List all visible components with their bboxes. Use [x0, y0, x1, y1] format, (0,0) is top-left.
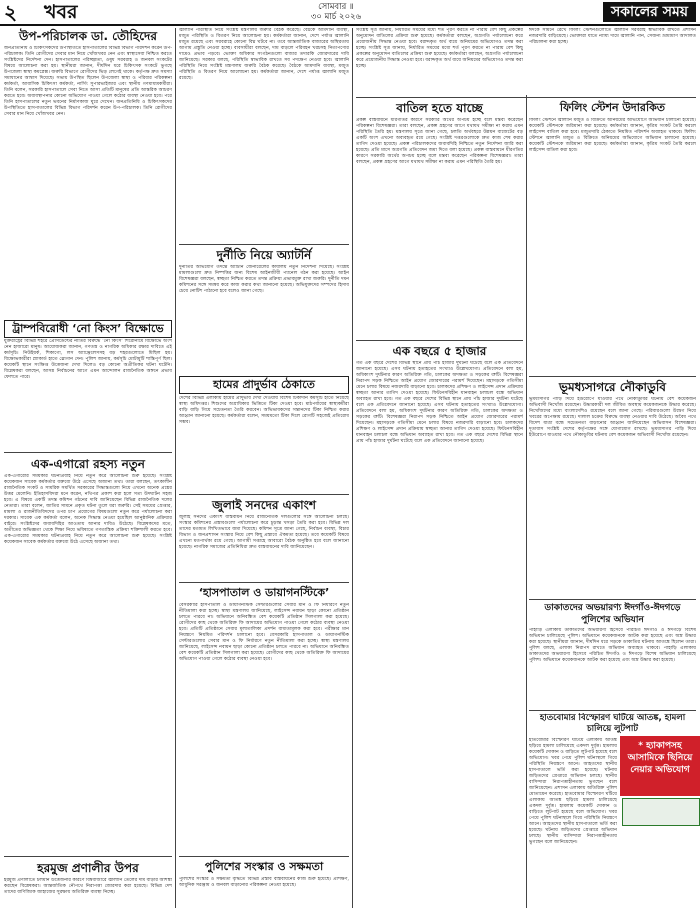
headline-filling-station: ফিলিং স্টেশন উদারকিত [559, 101, 666, 114]
photo-placeholder [622, 798, 700, 826]
newspaper-logo: সকালের সময় [603, 2, 696, 22]
highlight-text: * হ্যাকাপসহ আসামিকে ছিনিয়ে নেয়ার অভিযোগ [627, 741, 693, 775]
article-body: পাহাড়ি এলাকায় ডাকাতদের অভয়ারণ্য হিসেবে পরিচিত ঈদগাঁও ও ঈদগড়ে বিশেষ অভিযান চালিয়েছে পুলিশ। অভিযানে কয়েকজনকে আটক করা হয়েছে এবং অস্ত্র উদ্ধার করা হয়েছে। স্থানীয়রা জানান, দীর্ঘদিন ধরে সড়কে ডাকাতির ঘটনায় আতঙ্কে ছিলেন তারা। পুলিশ বলছে, এলাকা নিরাপদ রাখতে অভিযান অব্যাহত থাকবে। পাহাড়ি এলাকায় ডাকাতদের অভয়ারণ্য হিসেবে পরিচিত ঈদগাঁও ও ঈদগড়ে বিশেষ অভিযান চালিয়েছে পুলিশ। অভিযানে কয়েকজনকে আটক করা হয়েছে এবং অস্ত্র উদ্ধার করা হয়েছে। [529, 628, 696, 663]
section-divider [529, 710, 696, 711]
issue-date [304, 2, 368, 22]
article-body: জুলাই সনদের একাংশ বাস্তবায়ন নিয়ে রাজনৈতিক দলগুলোর সঙ্গে আলোচনা চলছে। সংস্কার কমিশনের প্রস্তাবগুলো পর্যালোচনা করে চূড়ান্ত খসড়া তৈরি করা হবে। বিভিন্ন দল তাদের মতামত লিখিতভাবে জমা দিয়েছে। কমিশন সূত্রে জানা গেছে, নির্বাচন ব্যবস্থা, বিচার বিভাগ ও জনপ্রশাসন সংস্কার নিয়ে বেশ কিছু প্রস্তাবে ঐকমত্য হয়েছে। তবে কয়েকটি বিষয়ে এখনো মতপার্থক্য রয়ে গেছে। আগামী সপ্তাহে আবারো বৈঠক অনুষ্ঠিত হবে বলে জানানো হয়েছে। নাগরিক সমাজের প্রতিনিধিরা দ্রুত বাস্তবায়নের দাবি জানিয়েছেন। [179, 515, 349, 550]
headline-corruption-attorney: দুর্নীতি নিয়ে অ্যাটর্নি [216, 248, 312, 262]
article-body: যুক্তরাষ্ট্রের বিভিন্ন শহরে প্রেসিডেন্টের নীতির বিরুদ্ধে ‘নো কিংস’ শিরোনামে বিক্ষোভে অংশ নেন হাজারো মানুষ। আয়োজকরা জানান, গণতন্ত্র ও নাগরিক অধিকার রক্ষার দাবিতে এই কর্মসূচি। নিউইয়র্ক, শিকাগো, লস অ্যাঞ্জেলেসসহ বড় শহরগুলোতে মিছিল হয়। বিক্ষোভকারীরা প্ল্যাকার্ড হাতে স্লোগান দেন। পুলিশ জানায়, কর্মসূচি মোটামুটি শান্তিপূর্ণ ছিল। কয়েকটি স্থানে সংক্ষিপ্ত উত্তেজনা দেখা দিলেও বড় কোনো অপ্রীতিকর ঘটনা ঘটেনি। বিশ্লেষকরা বলছেন, আসন্ন নির্বাচনের আগে এমন আন্দোলন রাজনৈতিক অঙ্গনে প্রভাব ফেলতে পারে। [4, 339, 172, 380]
headline-one-eleven-mystery: এক-এগারো রহস্য নতুন [31, 457, 145, 471]
headline-no-kings-protest: ট্রাম্পবিরোধী ‘নো কিংস’ বিক্ষোভে [4, 320, 172, 338]
headline-five-thousand: এক বছরে ৫ হাজার [392, 344, 487, 358]
section-divider [529, 599, 696, 600]
article-body: হাতবোমার বিস্ফোরণ ঘটিয়ে এলাকায় আতঙ্ক ছড়িয়ে হামলা চালিয়েছে একদল দুর্বৃত্ত। হামলায় কয়েকটি দোকান ও বাড়িতে লুটপাট হয়েছে বলে অভিযোগ। খবর পেয়ে পুলিশ ঘটনাস্থলে গিয়ে পরিস্থিতি নিয়ন্ত্রণে আনে। আহতদের স্থানীয় হাসপাতালে ভর্তি করা হয়েছে। ঘটনায় জড়িতদের গ্রেপ্তারে অভিযান চলছে। স্থানীয় বাসিন্দারা নিরাপত্তাহীনতায় ভুগছেন বলে জানিয়েছেন। প্রশাসন এলাকায় অতিরিক্ত পুলিশ মোতায়েন করেছে। হাতবোমার বিস্ফোরণ ঘটিয়ে এলাকায় আতঙ্ক ছড়িয়ে হামলা চালিয়েছে একদল দুর্বৃত্ত। হামলায় কয়েকটি দোকান ও বাড়িতে লুটপাট হয়েছে বলে অভিযোগ। খবর পেয়ে পুলিশ ঘটনাস্থলে গিয়ে পরিস্থিতি নিয়ন্ত্রণে আনে। আহতদের স্থানীয় হাসপাতালে ভর্তি করা হয়েছে। ঘটনায় জড়িতদের গ্রেপ্তারে অভিযান চলছে। স্থানীয় বাসিন্দারা নিরাপত্তাহীনতায় ভুগছেন বলে জানিয়েছেন। [529, 738, 617, 845]
section-divider [179, 856, 349, 857]
article-body: ঈদকে সামনে রেখে ফিলিং স্টেশনগুলোতে জ্বালানি সরবরাহ স্বাভাবিক রাখতে প্রশাসন নজরদারি বাড়িয়েছে। ভোক্তারা যাতে ন্যায্য দামে জ্বালানি পান, সেজন্য ভ্রাম্যমাণ আদালত পরিচালনা করা হচ্ছে। [529, 28, 696, 45]
article-body: ফিলিং স্টেশনে জ্বালানি মজুত ও বিক্রিতে অনিয়মের অভিযোগে অভিযান চালানো হয়েছে। কয়েকটি স্টেশনকে জরিমানা করা হয়েছে। কর্মকর্তারা জানান, কৃত্রিম সংকট তৈরি করলে লাইসেন্স বাতিল করা হবে। মজুতদারি ঠেকাতে নিয়মিত পরিদর্শন অব্যাহত থাকবে। ফিলিং স্টেশনে জ্বালানি মজুত ও বিক্রিতে অনিয়মের অভিযোগে অভিযান চালানো হয়েছে। কয়েকটি স্টেশনকে জরিমানা করা হয়েছে। কর্মকর্তারা জানান, কৃত্রিম সংকট তৈরি করলে লাইসেন্স বাতিল করা হবে। [529, 118, 696, 153]
section-divider [179, 494, 349, 495]
headline-hormuz: হরমুজ প্রণালীর উপর [37, 861, 139, 875]
masthead [0, 0, 700, 26]
headline-mediterranean: ভূমধ্যসাগরে নৌকাডুবি [559, 380, 666, 394]
article-body: পুলিশের সংস্কার ও সক্ষমতা বৃদ্ধিতে বিভিন্ন প্রস্তাব বাস্তবায়নের কাজ শুরু হয়েছে। প্রশিক্ষণ, আধুনিক সরঞ্জাম ও জনবল বাড়ানোর পরিকল্পনা নেওয়া হয়েছে। [179, 877, 349, 888]
article-body: বেসরকারি হাসপাতাল ও ডায়াগনস্টিক সেন্টারগুলোর সেবার মান ও ফি নির্ধারণে নতুন নীতিমালা করা হচ্ছে। স্বাস্থ্য মন্ত্রণালয় জানিয়েছে, লাইসেন্স নবায়ন ছাড়া কোনো প্রতিষ্ঠান চলতে পারবে না। অভিযানে অনিবন্ধিত বেশ কয়েকটি প্রতিষ্ঠান সিলগালা করা হয়েছে। রোগীদের কাছ থেকে অতিরিক্ত ফি আদায়ের অভিযোগ পাওয়া গেলে কঠোর ব্যবস্থা নেওয়া হবে। প্রতিটি প্রতিষ্ঠানে সেবার মূল্যতালিকা প্রদর্শন বাধ্যতামূলক করা হবে। পরীক্ষার মান নিয়ন্ত্রণে নিয়মিত পরিদর্শন চালানো হবে। বেসরকারি হাসপাতাল ও ডায়াগনস্টিক সেন্টারগুলোর সেবার মান ও ফি নির্ধারণে নতুন নীতিমালা করা হচ্ছে। স্বাস্থ্য মন্ত্রণালয় জানিয়েছে, লাইসেন্স নবায়ন ছাড়া কোনো প্রতিষ্ঠান চলতে পারবে না। অভিযানে অনিবন্ধিত বেশ কয়েকটি প্রতিষ্ঠান সিলগালা করা হয়েছে। রোগীদের কাছ থেকে অতিরিক্ত ফি আদায়ের অভিযোগ পাওয়া গেলে কঠোর ব্যবস্থা নেওয়া হবে। [179, 603, 349, 662]
article-body: এক-এগারোর সময়কার ঘটনাপ্রবাহ নিয়ে নতুন করে আলোচনা শুরু হয়েছে। সংশ্লিষ্ট কয়েকজন সাবেক কর্মকর্তার বক্তব্যে উঠে এসেছে অজানা তথ্য। তারা বলছেন, তৎকালীন রাজনৈতিক সংকট ও সামরিক সমর্থিত সরকারের সিদ্ধান্তগুলো নিয়ে এখনো অনেক প্রশ্নের উত্তর মেলেনি। ইতিহাসবিদরা মনে করেন, নথিপত্র প্রকাশ করা হলে সত্য উদঘাটন সহজ হবে। এ বিষয়ে একটি তদন্ত কমিশন গঠনের দাবি জানিয়েছেন বিভিন্ন রাজনৈতিক দলের নেতারা। তারা বলেন, জাতির সামনে প্রকৃত ঘটনা তুলে ধরা জরুরি। সেই সময়ের গ্রেপ্তার, মামলা ও রাজনীতিবিদদের ওপর চাপ প্রয়োগের বিষয়গুলো নতুন করে পর্যালোচনা করা দরকার। সাবেক এক কর্মকর্তা বলেন, অনেক সিদ্ধান্ত নেওয়া হয়েছিল আনুষ্ঠানিক প্রক্রিয়ার বাইরে। সংশ্লিষ্টদের জবাবদিহির আওতায় আনার দাবিও উঠেছে। বিশ্লেষকদের মতে, অতীতের অভিজ্ঞতা থেকে শিক্ষা নিয়ে ভবিষ্যতে গণতান্ত্রিক প্রক্রিয়া শক্তিশালী করতে হবে। এক-এগারোর সময়কার ঘটনাপ্রবাহ নিয়ে নতুন করে আলোচনা শুরু হয়েছে। সংশ্লিষ্ট কয়েকজন সাবেক কর্মকর্তার বক্তব্যে উঠে এসেছে অজানা তথ্য। [4, 474, 172, 545]
headline-deputy-director: উপ-পরিচালক ডা. তৌহিদের [19, 29, 157, 43]
headline-police-reform: পুলিশের সংস্কার ও সক্ষমতা [204, 860, 324, 873]
article-body: ভূমধ্যসাগর পাড়ি দিয়ে ইউরোপে যাওয়ার পথে নৌকাডুবির ঘটনায় বেশ কয়েকজন অভিবাসী নিখোঁজ রয়েছেন। উদ্ধারকারী দল জীবিত অবস্থায় কয়েকজনকে উদ্ধার করেছে। নিখোঁজদের মধ্যে বাংলাদেশিও রয়েছেন বলে জানা গেছে। পরিবারগুলো উদ্বেগ নিয়ে খবরের অপেক্ষায় রয়েছে। দালাল চক্রের বিরুদ্ধে ব্যবস্থা নেওয়ার দাবি উঠেছে। অবৈধ পথে বিদেশ যাত্রা বন্ধে সচেতনতা বাড়ানোর আহ্বান জানিয়েছেন অভিবাসন বিশেষজ্ঞরা। দূতাবাস সংশ্লিষ্ট দেশের কর্তৃপক্ষের সঙ্গে যোগাযোগ রাখছে। ভূমধ্যসাগর পাড়ি দিয়ে ইউরোপে যাওয়ার পথে নৌকাডুবির ঘটনায় বেশ কয়েকজন অভিবাসী নিখোঁজ রয়েছেন। [529, 397, 696, 438]
headline-measles: হামের প্রাদুর্ভাব ঠেকাতে [179, 376, 349, 394]
issue-day: সোমবার ॥ [318, 2, 354, 12]
article-body: দেশের বিভিন্ন এলাকায় হামের প্রাদুর্ভাব দেখা দেওয়ায় বিশেষ টিকাদান কর্মসূচি হাতে নিয়েছে স্বাস্থ্য অধিদপ্তর। শিশুদের অগ্রাধিকার ভিত্তিতে টিকা দেওয়া হবে। মাঠপর্যায়ের স্বাস্থ্যকর্মীরা বাড়ি বাড়ি গিয়ে সচেতনতা তৈরি করবেন। অভিভাবকদের সন্তানদের টিকা নিশ্চিত করার আহ্বান জানানো হয়েছে। কর্মকর্তারা বলেন, সময়মতো টিকা দিলে রোগটি সহজেই প্রতিরোধ সম্ভব। [179, 396, 349, 425]
headline-july-charter: জুলাই সনদের একাংশ [212, 498, 316, 512]
section-divider [356, 340, 523, 341]
section-divider [356, 97, 696, 98]
article-body: জ্বালানি পরিস্থিতি নিয়ে সংশ্লিষ্ট মন্ত্রণালয় জরুরি বৈঠক করেছে। বৈঠকে আমদানি ব্যবস্থা, মজুত পরিস্থিতি ও বিতরণ নিয়ে আলোচনা হয়। কর্মকর্তারা জানান, দেশে পর্যাপ্ত জ্বালানি মজুত রয়েছে এবং সরবরাহে কোনো বিঘ্ন ঘটবে না। তবে আন্তর্জাতিক বাজারের অস্থিরতায় আগাম প্রস্তুতি নেওয়া হচ্ছে। ব্যবসায়ীরা বলছেন, দাম বাড়লে পরিবহন খরচসহ নিত্যপণ্যের দামেও প্রভাব পড়বে। ভোক্তা অধিকার সংগঠনগুলো বাজার তদারকি জোরদারের দাবি জানিয়েছে। সরকার বলছে, পরিস্থিতি স্বাভাবিক রাখতে সব পদক্ষেপ নেওয়া হবে। জ্বালানি পরিস্থিতি নিয়ে সংশ্লিষ্ট মন্ত্রণালয় জরুরি বৈঠক করেছে। বৈঠকে আমদানি ব্যবস্থা, মজুত পরিস্থিতি ও বিতরণ নিয়ে আলোচনা হয়। কর্মকর্তারা জানান, দেশে পর্যাপ্ত জ্বালানি মজুত রয়েছে। [179, 28, 349, 81]
section-divider [4, 856, 172, 857]
headline-robbers-sanctuary: ডাকাতদের অভয়ারণ্য ঈদগাঁও-ঈদগড়ে পুলিশের অভিযান [544, 603, 681, 625]
page-number: ২ [4, 0, 18, 24]
article-body: প্রকল্প বাস্তবায়নে ধীরগতির কারণে সরকারি অর্থের অপচয় হচ্ছে বলে মন্তব্য করেছেন পরিকল্পনা বিশেষজ্ঞরা। তারা বলছেন, প্রকল্প গ্রহণের আগে যথাযথ সমীক্ষা না করায় এমন পরিস্থিতি তৈরি হয়। মন্ত্রণালয় সূত্রে জানা গেছে, চলতি অর্থবছরে উন্নয়ন বাজেটের বড় একটি অংশ এখনো অব্যবহৃত রয়ে গেছে। সংশ্লিষ্ট দপ্তরগুলোকে দ্রুত কাজ শেষ করার তাগিদ দেওয়া হয়েছে। প্রকল্প পরিচালকদের জবাবদিহি নিশ্চিতে নতুন নির্দেশনা জারি করা হয়েছে। প্রতি মাসে অগ্রগতি প্রতিবেদন জমা দিতে বলা হয়েছে। প্রকল্প বাস্তবায়নে ধীরগতির কারণে সরকারি অর্থের অপচয় হচ্ছে বলে মন্তব্য করেছেন পরিকল্পনা বিশেষজ্ঞরা। তারা বলছেন, প্রকল্প গ্রহণের আগে যথাযথ সমীক্ষা না করায় এমন পরিস্থিতি তৈরি হয়। [356, 118, 523, 165]
article-body: দুর্নীতির অভিযোগ তদন্তে অ্যাটর্নি জেনারেলের কার্যালয় নতুন নির্দেশনা দিয়েছে। সংশ্লিষ্ট মামলাগুলো দ্রুত নিষ্পত্তির জন্য বিশেষ আইনজীবী প্যানেল গঠন করা হয়েছে। আইন বিশেষজ্ঞরা বলছেন, স্বচ্ছতা নিশ্চিত করতে তদন্ত প্রক্রিয়া প্রভাবমুক্ত রাখা জরুরি। দুর্নীতি দমন কমিশনের সঙ্গে সমন্বয় করে কাজ করার কথা জানানো হয়েছে। অভিযুক্তদের সম্পদের হিসাব চেয়ে নোটিশ পাঠানো হবে বলেও জানা গেছে। [179, 265, 349, 294]
column-rule [175, 28, 176, 908]
issue-date-text: ৩০ মার্চ ২০২৬ [310, 12, 362, 22]
section-divider [529, 376, 696, 377]
article-body: জনপ্রতিনিধি ও চিকিৎসকদের উপস্থিতিতে হাসপাতালের বিভিন্ন বিভাগ পরিদর্শন করেন উপ-পরিচালক। তিনি রোগীদের সেবার মান নিয়ে খোঁজখবর নেন এবং স্বাস্থ্যসেবা নিশ্চিত করতে সংশ্লিষ্টদের নির্দেশনা দেন। হাসপাতালের পরিচ্ছন্নতা, ওষুধ সরবরাহ ও জনবল সংকটের বিষয়ে আলোচনা করা হয়। স্থানীয়রা জানান, দীর্ঘদিন ধরে চিকিৎসক সংকটে ভুগছে উপজেলা স্বাস্থ্য কমপ্লেক্স। জরুরি বিভাগে রোগীদের ভিড় লেগেই থাকে। কর্তৃপক্ষ দ্রুত সমস্যা সমাধানের আশ্বাস দিয়েছে। সভায় উপস্থিত ছিলেন উপজেলা স্বাস্থ্য ও পরিবার পরিকল্পনা কর্মকর্তা, আবাসিক চিকিৎসা কর্মকর্তা, নার্সিং সুপারভাইজার এবং স্থানীয় গণমাধ্যমকর্মীরা। তিনি বলেন, সরকারি হাসপাতালে সেবা নিতে আসা প্রতিটি মানুষের প্রতি আন্তরিক আচরণ করতে হবে। অব্যবস্থাপনার কোনো অভিযোগ পাওয়া গেলে কঠোর ব্যবস্থা নেওয়া হবে। পরে তিনি হাসপাতালের নতুন ভবনের নির্মাণকাজ ঘুরে দেখেন। জনপ্রতিনিধি ও চিকিৎসকদের উপস্থিতিতে হাসপাতালের বিভিন্ন বিভাগ পরিদর্শন করেন উপ-পরিচালক। তিনি রোগীদের সেবার মান নিয়ে খোঁজখবর নেন। [4, 46, 172, 117]
column-rule [352, 28, 353, 908]
article-body: গত এক বছরে দেশের বিভিন্ন স্থানে প্রায় পাঁচ হাজার দুর্ঘটনা ঘটেছে বলে এক প্রতিবেদনে জানানো হয়েছে। এসব ঘটনায় হতাহতের সংখ্যাও উল্লেখযোগ্য। প্রতিবেদনে বলা হয়, অধিকাংশ দুর্ঘটনার কারণ অতিরিক্ত গতি, চালকের অদক্ষতা ও সড়কের ত্রুটি। বিশেষজ্ঞরা নিরাপদ সড়ক নিশ্চিতে আইন প্রয়োগ জোরদারের পরামর্শ দিয়েছেন। মহাসড়কে গতিসীমা মেনে চলার বিষয়ে নজরদারি বাড়ানো হবে। চালকদের প্রশিক্ষণ ও লাইসেন্স প্রদান প্রক্রিয়ায় স্বচ্ছতা আনার তাগিদ দেওয়া হয়েছে। ফিটনেসবিহীন যানবাহন চলাচল বন্ধে অভিযান অব্যাহত রাখা হবে। গত এক বছরে দেশের বিভিন্ন স্থানে প্রায় পাঁচ হাজার দুর্ঘটনা ঘটেছে বলে এক প্রতিবেদনে জানানো হয়েছে। এসব ঘটনায় হতাহতের সংখ্যাও উল্লেখযোগ্য। প্রতিবেদনে বলা হয়, অধিকাংশ দুর্ঘটনার কারণ অতিরিক্ত গতি, চালকের অদক্ষতা ও সড়কের ত্রুটি। বিশেষজ্ঞরা নিরাপদ সড়ক নিশ্চিতে আইন প্রয়োগ জোরদারের পরামর্শ দিয়েছেন। মহাসড়কে গতিসীমা মেনে চলার বিষয়ে নজরদারি বাড়ানো হবে। চালকদের প্রশিক্ষণ ও লাইসেন্স প্রদান প্রক্রিয়ায় স্বচ্ছতা আনার তাগিদ দেওয়া হয়েছে। ফিটনেসবিহীন যানবাহন চলাচল বন্ধে অভিযান অব্যাহত রাখা হবে। গত এক বছরে দেশের বিভিন্ন স্থানে প্রায় পাঁচ হাজার দুর্ঘটনা ঘটেছে বলে এক প্রতিবেদনে জানানো হয়েছে। [356, 361, 523, 444]
headline-bomb-blast: হাতবোমার বিস্ফোরণ ঘটিয়ে আতঙ্ক, হামলা চালিয়ে লুটপাট [539, 713, 686, 734]
headline-to-be-cancelled: বাতিল হতে যাচ্ছে [396, 101, 483, 115]
headline-hospital-diagnostic: ‘হাসপাতাল ও ডায়াগনস্টিকে’ [198, 586, 330, 599]
article-body: হরমুজ প্রণালীতে চলমান উত্তেজনার কারণে বিশ্ববাজারে জ্বালানি তেলের দাম বাড়ার আশঙ্কা করছেন বিশ্লেষকরা। আন্তর্জাতিক নৌপথে নিরাপত্তা জোরদার করা হয়েছে। বিভিন্ন দেশ তাদের বাণিজ্যিক জাহাজের সুরক্ষায় অতিরিক্ত ব্যবস্থা নিচ্ছে। [4, 878, 172, 895]
section-divider [179, 244, 349, 245]
highlight-box [620, 736, 700, 796]
section-divider [4, 452, 172, 453]
article-body: সংশ্লিষ্ট সূত্র জানায়, নির্ধারিত সময়ের মধ্যে শর্ত পূরণ করতে না পারায় বেশ কিছু প্রকল্পের অনুমোদন বাতিলের প্রক্রিয়া শুরু হয়েছে। কর্মকর্তারা বলছেন, অগ্রগতি পর্যালোচনা করে প্রয়োজনীয় সিদ্ধান্ত নেওয়া হবে। বরাদ্দকৃত অর্থ ব্যয়ে অনিয়মের অভিযোগও তদন্ত করা হচ্ছে। সংশ্লিষ্ট সূত্র জানায়, নির্ধারিত সময়ের মধ্যে শর্ত পূরণ করতে না পারায় বেশ কিছু প্রকল্পের অনুমোদন বাতিলের প্রক্রিয়া শুরু হয়েছে। কর্মকর্তারা বলছেন, অগ্রগতি পর্যালোচনা করে প্রয়োজনীয় সিদ্ধান্ত নেওয়া হবে। বরাদ্দকৃত অর্থ ব্যয়ে অনিয়মের অভিযোগও তদন্ত করা হচ্ছে। [356, 28, 523, 69]
column-rule [526, 95, 527, 908]
section-divider [179, 582, 349, 583]
section-title: খবর [44, 1, 78, 23]
